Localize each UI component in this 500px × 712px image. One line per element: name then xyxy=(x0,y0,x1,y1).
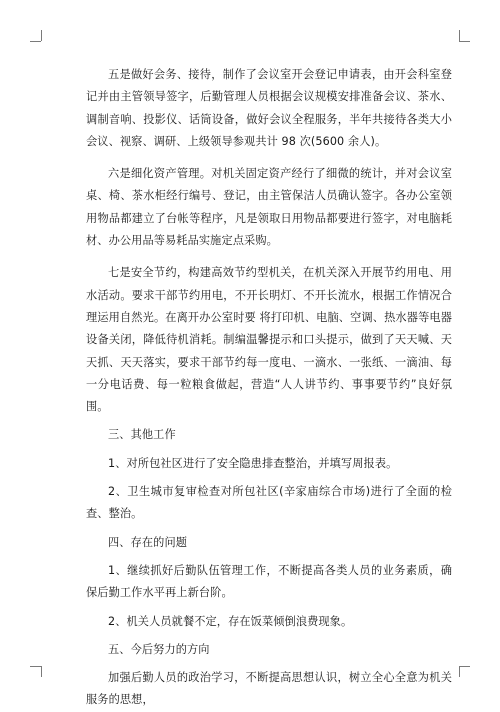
paragraph-future-direction: 加强后勤人员的政治学习，不断提高思想认识，树立全心全意为机关服务的思想， xyxy=(86,671,452,707)
crop-mark-bottom-left-h xyxy=(30,666,41,667)
list-item-problem-1: 1、继续抓好后勤队伍管理工作，不断提高各类人员的业务素质，确保后勤工作水平再上新台阶。 xyxy=(86,563,452,600)
list-item-problem-2: 2、机关人员就餐不定，存在饭菜倾倒浪费现象。 xyxy=(108,614,353,628)
crop-mark-top-right-v xyxy=(459,30,460,41)
heading-existing-problems: 四、存在的问题 xyxy=(108,535,188,549)
paragraph-asset-management: 六是细化资产管理。对机关固定资产经行了细微的统计，并对会议室桌、椅、茶水柜经行编号、登记，由主管保洁人员确认签字。各办公室领用物品都建立了台帐等程序，凡是领取日用物品都要进行签字，对电脑耗材、办公用品等易耗品实施定点采购。 xyxy=(86,167,452,248)
crop-mark-bottom-right-h xyxy=(459,666,470,667)
document-body xyxy=(86,64,452,712)
crop-mark-top-left-v xyxy=(41,30,42,41)
crop-mark-bottom-right-v xyxy=(459,666,460,677)
heading-future-direction: 五、今后努力的方向 xyxy=(108,642,210,656)
paragraph-meeting-services: 五是做好会务、接待，制作了会议室开会登记申请表，由开会科室登记并由主管领导签字，后勤管理人员根据会议规模安排准备会议、茶水、调制音响、投影仪、话筒设备，做好会议全程服务，半年共接待各类大小会议、视察、调研、上级领导参观共计 98 次(5600 余人)。 xyxy=(86,68,452,148)
paragraph-safety-saving: 七是安全节约，构建高效节约型机关，在机关深入开展节约用电、用水活动。要求干部节约用电，不开长明灯、不开长流水，根据工作情况合理运用自然光。在离开办公室时要 将打印机、电脑、空调、热水器等电器设备关闭，降低待机消耗。制编温馨提示和口头提示，做到了天天喊、天天抓、天天落实，要求干部节约每一度电、一滴水、一张纸、一滴油、每一分电话费、每一粒粮食做起，营造“人人讲节约、事事要节约”良好氛围。 xyxy=(86,266,452,414)
crop-mark-top-right-h xyxy=(459,41,470,42)
list-item-other-work-1: 1、对所包社区进行了安全隐患排查整治，并填写周报表。 xyxy=(108,456,398,470)
list-item-other-work-2: 2、卫生城市复审检查对所包社区(辛家庙综合市场)进行了全面的检查、整治。 xyxy=(86,485,452,521)
crop-mark-bottom-left-v xyxy=(41,666,42,677)
heading-other-work: 三、其他工作 xyxy=(108,428,176,442)
crop-mark-top-left-h xyxy=(30,41,41,42)
